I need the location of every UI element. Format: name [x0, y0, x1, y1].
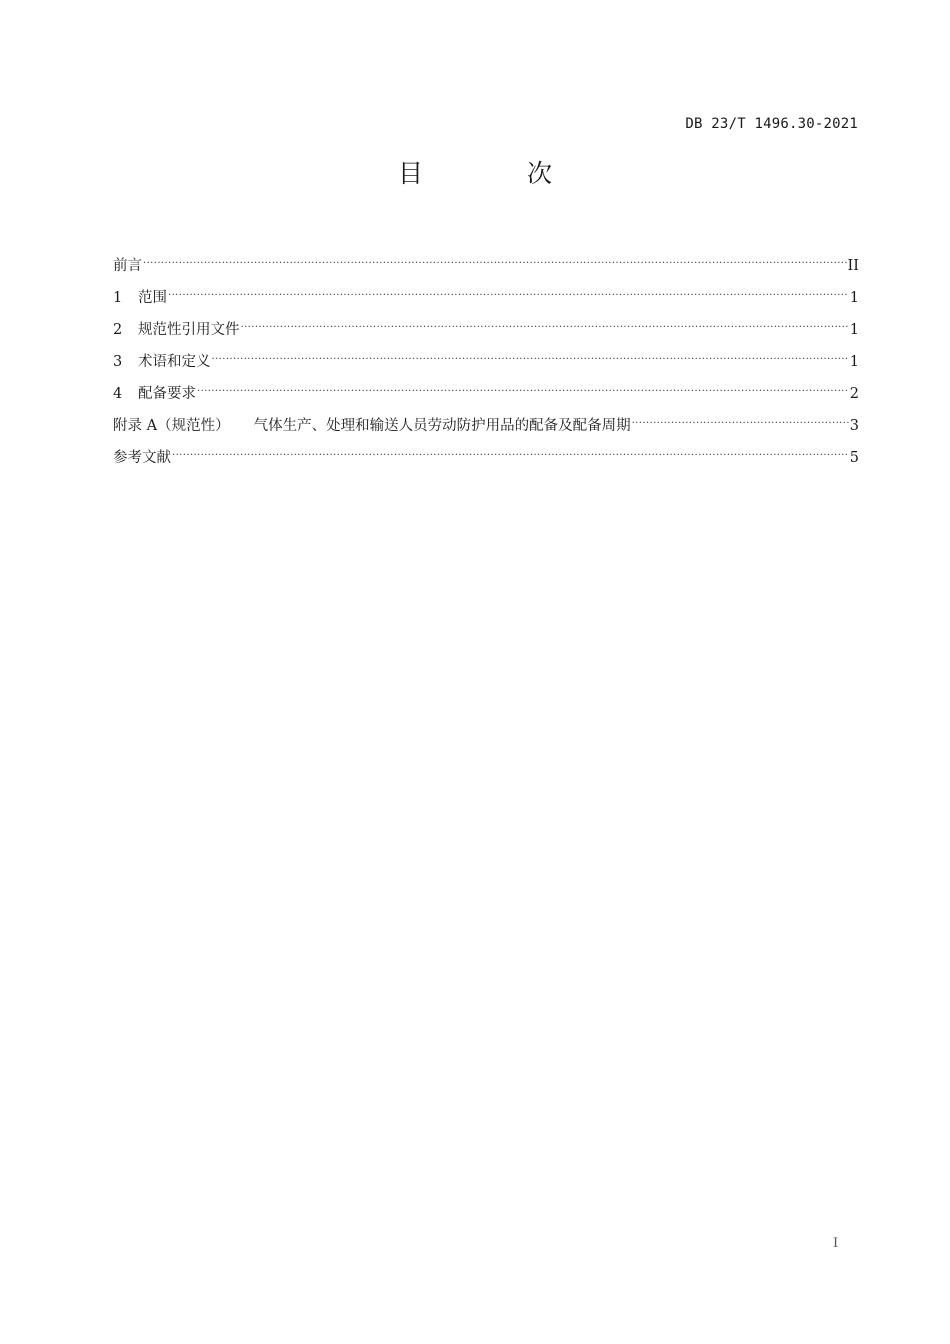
toc-leader-dots: [197, 370, 849, 398]
toc-entry-annex-label: 附录 A（规范性）: [113, 418, 230, 434]
toc-entry-number: 3: [113, 354, 123, 370]
toc-entry-title: 规范性引用文件: [138, 322, 240, 338]
toc-entry-normative-references[interactable]: [113, 306, 859, 338]
toc-leader-dots: [143, 242, 847, 270]
page-number: I: [833, 1236, 839, 1251]
toc-entry-number: 4: [113, 386, 123, 402]
toc-entry-title: 范围: [138, 290, 167, 306]
toc-entry-page: 1: [849, 290, 859, 306]
toc-leader-dots: [241, 306, 849, 334]
toc-entry-page: 2: [849, 386, 859, 402]
table-of-contents: [113, 242, 859, 466]
toc-entry-page: II: [847, 258, 859, 274]
toc-entry-foreword[interactable]: [113, 242, 859, 274]
toc-leader-dots: [168, 274, 849, 302]
toc-leader-dots: [632, 402, 849, 430]
toc-entry-number: 2: [113, 322, 123, 338]
toc-leader-dots: [172, 434, 849, 462]
toc-entry-bibliography[interactable]: [113, 434, 859, 466]
toc-entry-title: 术语和定义: [138, 354, 211, 370]
toc-entry-title: 前言: [113, 258, 142, 274]
toc-entry-page: 3: [849, 418, 859, 434]
toc-title: 目 次: [398, 159, 600, 188]
toc-entry-requirements[interactable]: [113, 370, 859, 402]
toc-entry-title: 配备要求: [138, 386, 196, 402]
toc-entry-title: 气体生产、处理和输送人员劳动防护用品的配备及配备周期: [253, 418, 631, 434]
toc-entry-scope[interactable]: [113, 274, 859, 306]
toc-entry-terms-definitions[interactable]: [113, 338, 859, 370]
toc-entry-number: 1: [113, 290, 123, 306]
toc-entry-page: 5: [849, 450, 859, 466]
toc-entry-annex-a[interactable]: [113, 402, 859, 434]
toc-entry-page: 1: [849, 322, 859, 338]
toc-leader-dots: [212, 338, 849, 366]
toc-entry-page: 1: [849, 354, 859, 370]
toc-entry-title: 参考文献: [113, 450, 171, 466]
document-code: DB 23/T 1496.30-2021: [685, 116, 858, 132]
